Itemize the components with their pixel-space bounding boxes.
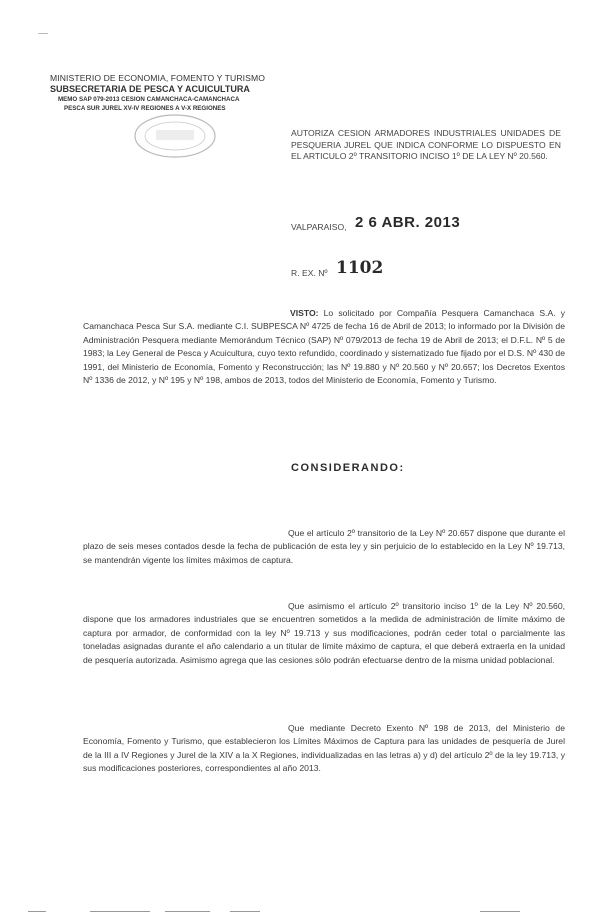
considerando-paragraph-2: Que asimismo el artículo 2º transitorio inciso 1º de la Ley Nº 20.560, dispone que los armadores industriales que se encuentren sometidos a la medida de administración de límite máximo de captura por armador, de conformidad con la ley Nº 19.713 y sus modificaciones, podrán ceder total o parcialmente las toneladas asignadas durante el año calendario a un titular de límite máximo de captura, el que deberá extraerla en la unidad de pesquería autorizada. Asimismo agrega que las cesiones sólo podrán efectuarse dentro de la misma unidad poblacional. [83, 601, 565, 665]
footer-scan-marks [0, 908, 600, 918]
ministry-name: MINISTERIO DE ECONOMIA, FOMENTO Y TURISMO [50, 73, 265, 83]
subsecretaria-name: SUBSECRETARIA DE PESCA Y ACUICULTURA [50, 84, 250, 94]
visto-text: Lo solicitado por Compañía Pesquera Camanchaca S.A. y Camanchaca Pesca Sur S.A. mediante C.I. SUBPESCA Nº 4725 de fecha 16 de Abril de 2013; lo informado por la División de Administración Pesquera mediante Memorándum Técnico (SAP) Nº 079/2013 de fecha 19 de Abril de 2013; el D.F.L. Nº 5 de 1983; la Ley General de Pesca y Acuicultura, cuyo texto refundido, coordinado y sistematizado fue fijado por el D.S. Nº 430 de 1991, del Ministerio de Economía, Fomento y Reconstrucción; las Nº 19.880 y Nº 20.560 y Nº 20.657; los Decretos Exentos Nº 1336 de 2012, y Nº 195 y Nº 198, ambos de 2013, todos del Ministerio de Economía, Fomento y Turismo. [83, 308, 565, 386]
considerando-paragraph-1: Que el artículo 2º transitorio de la Ley Nº 20.657 dispone que durante el plazo de seis meses contados desde la fecha de publicación de esta ley y sin perjuicio de lo establecido en la Ley Nº 19.713, se mantendrán vigente los límites máximos de captura. [83, 528, 565, 565]
place-and-date [291, 210, 551, 240]
resolution-label: R. EX. Nº [291, 268, 328, 278]
memo-reference-line-2: PESCA SUR JUREL XV-IV REGIONES A V-X REGIONES [64, 105, 226, 112]
official-stamp [130, 112, 220, 160]
resolution-number-block [291, 258, 491, 288]
considerando-heading: CONSIDERANDO: [291, 462, 405, 474]
letterhead [50, 73, 290, 113]
visto-label: VISTO: [290, 308, 319, 318]
considerando-paragraph-3: Que mediante Decreto Exento Nº 198 de 2013, del Ministerio de Economía, Fomento y Turismo, que establecieron los Límites Máximos de Captura para las unidades de pesquería de Jurel de la III a IV Regiones y Jurel de la XIV a la X Regiones, individualizadas en las letras a) y d) del artículo 2º de la ley 19.713, y sus modificaciones posteriores, correspondientes al año 2013. [83, 723, 565, 774]
memo-reference-line-1: MEMO SAP 079-2013 CESION CAMANCHACA-CAMANCHACA [58, 96, 240, 103]
scan-mark [38, 33, 48, 34]
resolution-date: 2 6 ABR. 2013 [355, 214, 461, 231]
place-label: VALPARAISO, [291, 222, 347, 232]
visto-paragraph [83, 307, 565, 387]
resolution-number: 1102 [336, 258, 384, 278]
resolution-subject: AUTORIZA CESION ARMADORES INDUSTRIALES UNIDADES DE PESQUERIA JUREL QUE INDICA CONFORME LO DISPUESTO EN EL ARTICULO 2º TRANSITORIO INCISO 1º DE LA LEY Nº 20.560. [291, 128, 561, 161]
